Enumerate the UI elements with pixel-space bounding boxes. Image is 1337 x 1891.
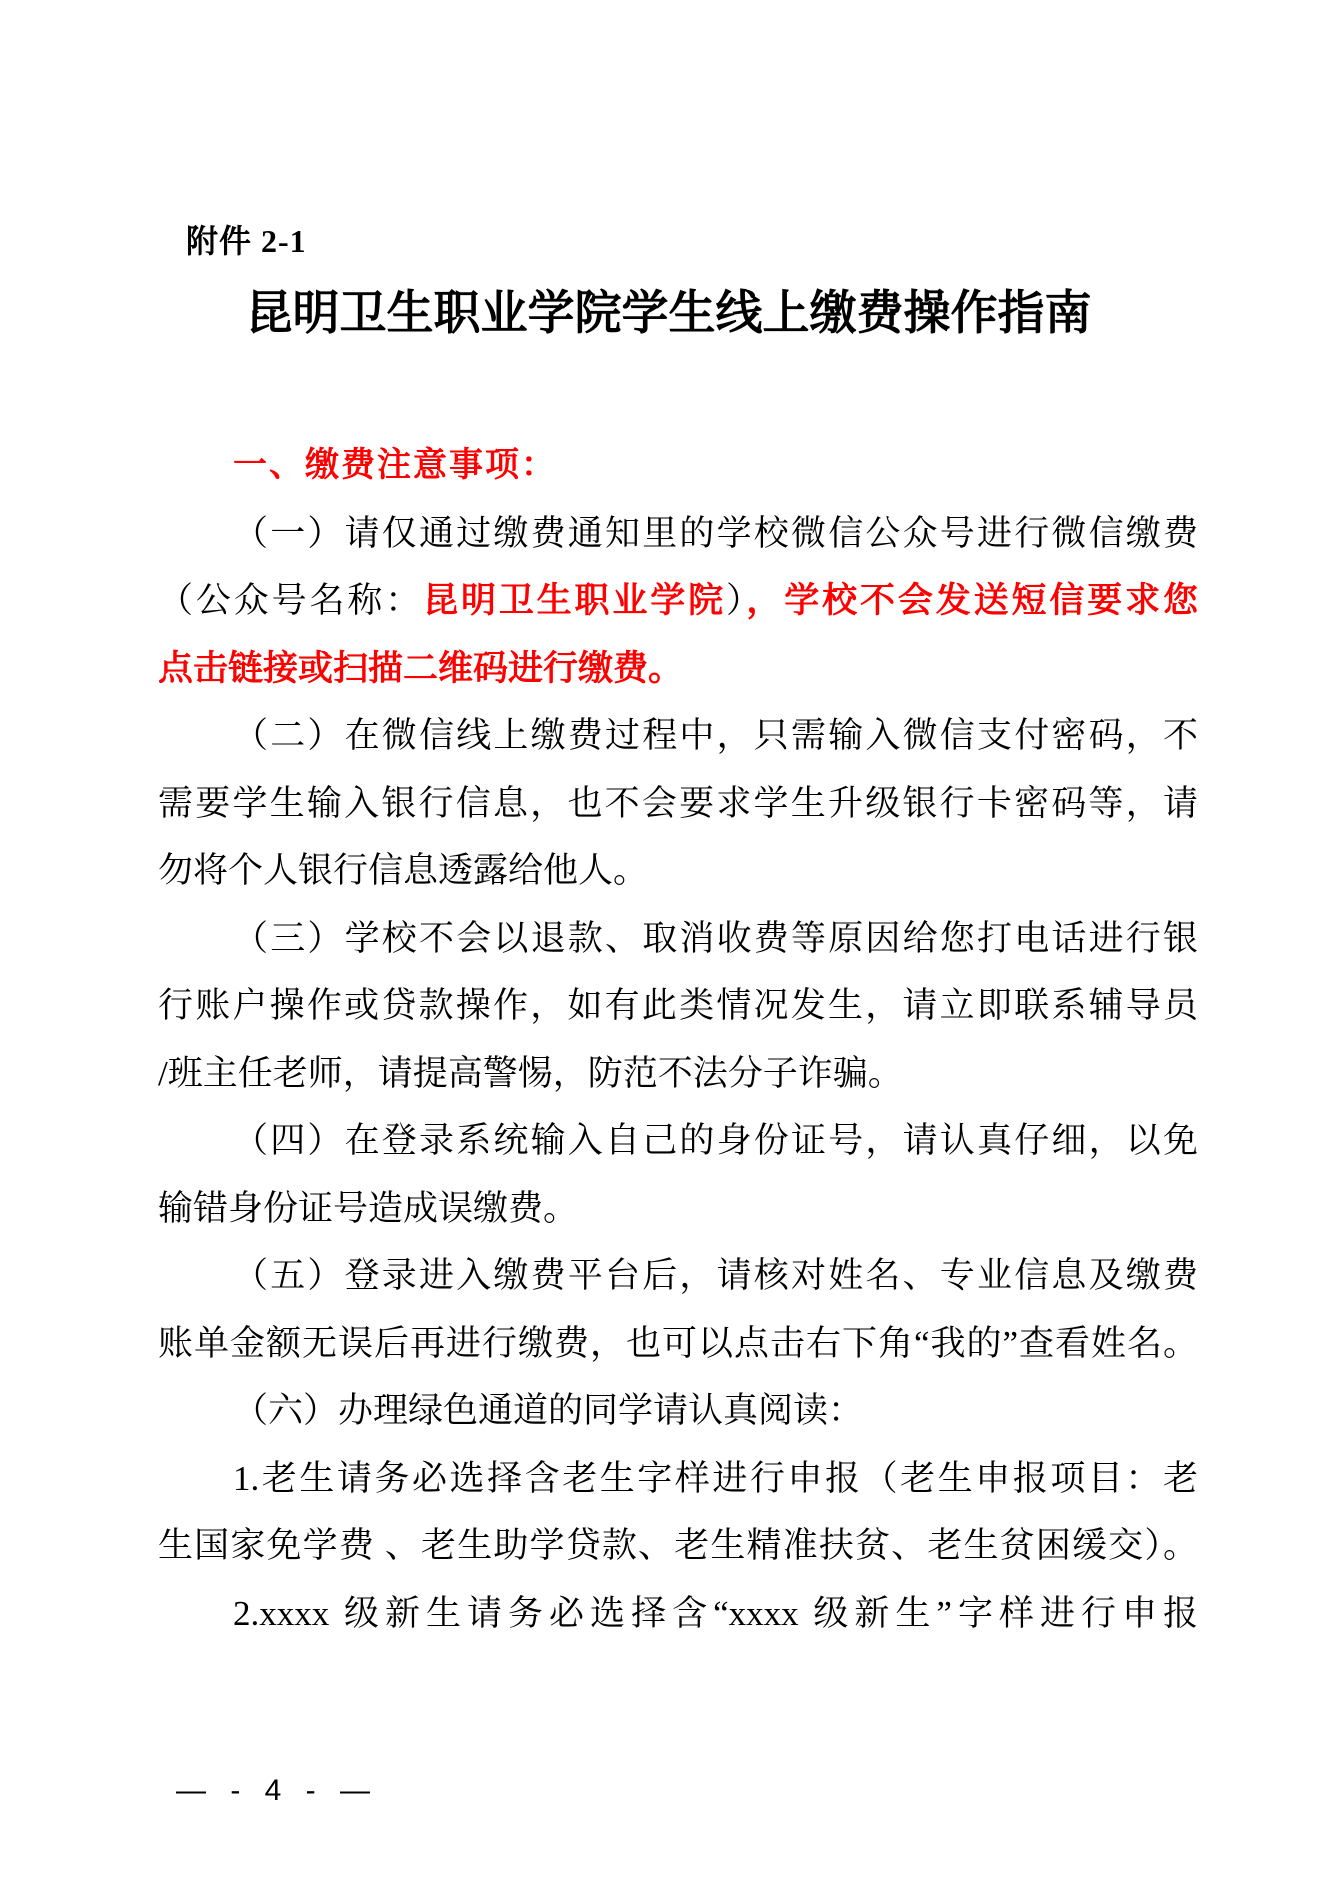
text-segment: （公众号名称： bbox=[158, 581, 424, 620]
document-body bbox=[158, 432, 1198, 1647]
body-line-1: （一）请仅通过缴费通知里的学校微信公众号进行微信缴费 bbox=[233, 513, 1198, 553]
body-line-16: 生国家免学费 、老生助学贷款、老生精准扶贫、老生贫困缓交）。 bbox=[158, 1526, 1198, 1565]
text-segment-red: ，学校不会发送短信要求您 bbox=[746, 581, 1198, 620]
body-line-8: 行账户操作或贷款操作，如有此类情况发生，请立即联系辅导员 bbox=[158, 986, 1198, 1025]
body-line-3: 点击链接或扫描二维码进行缴费。 bbox=[158, 648, 684, 688]
body-line-6: 勿将个人银行信息透露给他人。 bbox=[158, 851, 649, 890]
body-line-12: （五）登录进入缴费平台后，请核对姓名、专业信息及缴费 bbox=[233, 1256, 1198, 1295]
document-title: 昆明卫生职业学院学生线上缴费操作指南 bbox=[245, 288, 1092, 340]
page-number: — - 4 - — bbox=[176, 1774, 374, 1807]
body-line-4: （二）在微信线上缴费过程中，只需输入微信支付密码，不 bbox=[233, 716, 1198, 755]
body-line-15: 1.老生请务必选择含老生字样进行申报（老生申报项目：老 bbox=[233, 1458, 1198, 1498]
body-line-9: /班主任老师，请提高警惕，防范不法分子诈骗。 bbox=[158, 1053, 903, 1093]
body-line-2 bbox=[158, 567, 1198, 635]
attachment-label: 附件 2-1 bbox=[186, 223, 307, 259]
body-line-7: （三）学校不会以退款、取消收费等原因给您打电话进行银 bbox=[233, 918, 1198, 958]
section-heading: 一、缴费注意事项： bbox=[233, 446, 557, 484]
body-line-11: 输错身份证号造成误缴费。 bbox=[158, 1188, 579, 1228]
text-segment-red: 昆明卫生职业学院 bbox=[423, 581, 727, 620]
body-line-5: 需要学生输入银行信息，也不会要求学生升级银行卡密码等，请 bbox=[158, 783, 1198, 823]
body-line-14: （六）办理绿色通道的同学请认真阅读： bbox=[233, 1391, 864, 1430]
text-segment: ） bbox=[726, 581, 747, 620]
body-line-10: （四）在登录系统输入自己的身份证号，请认真仔细，以免 bbox=[233, 1121, 1198, 1160]
body-line-13: 账单金额无误后再进行缴费，也可以点击右下角“我的”查看姓名。 bbox=[158, 1323, 1198, 1363]
body-line-17: 2.xxxx 级新生请务必选择含“xxxx 级新生”字样进行申报 bbox=[233, 1593, 1198, 1633]
